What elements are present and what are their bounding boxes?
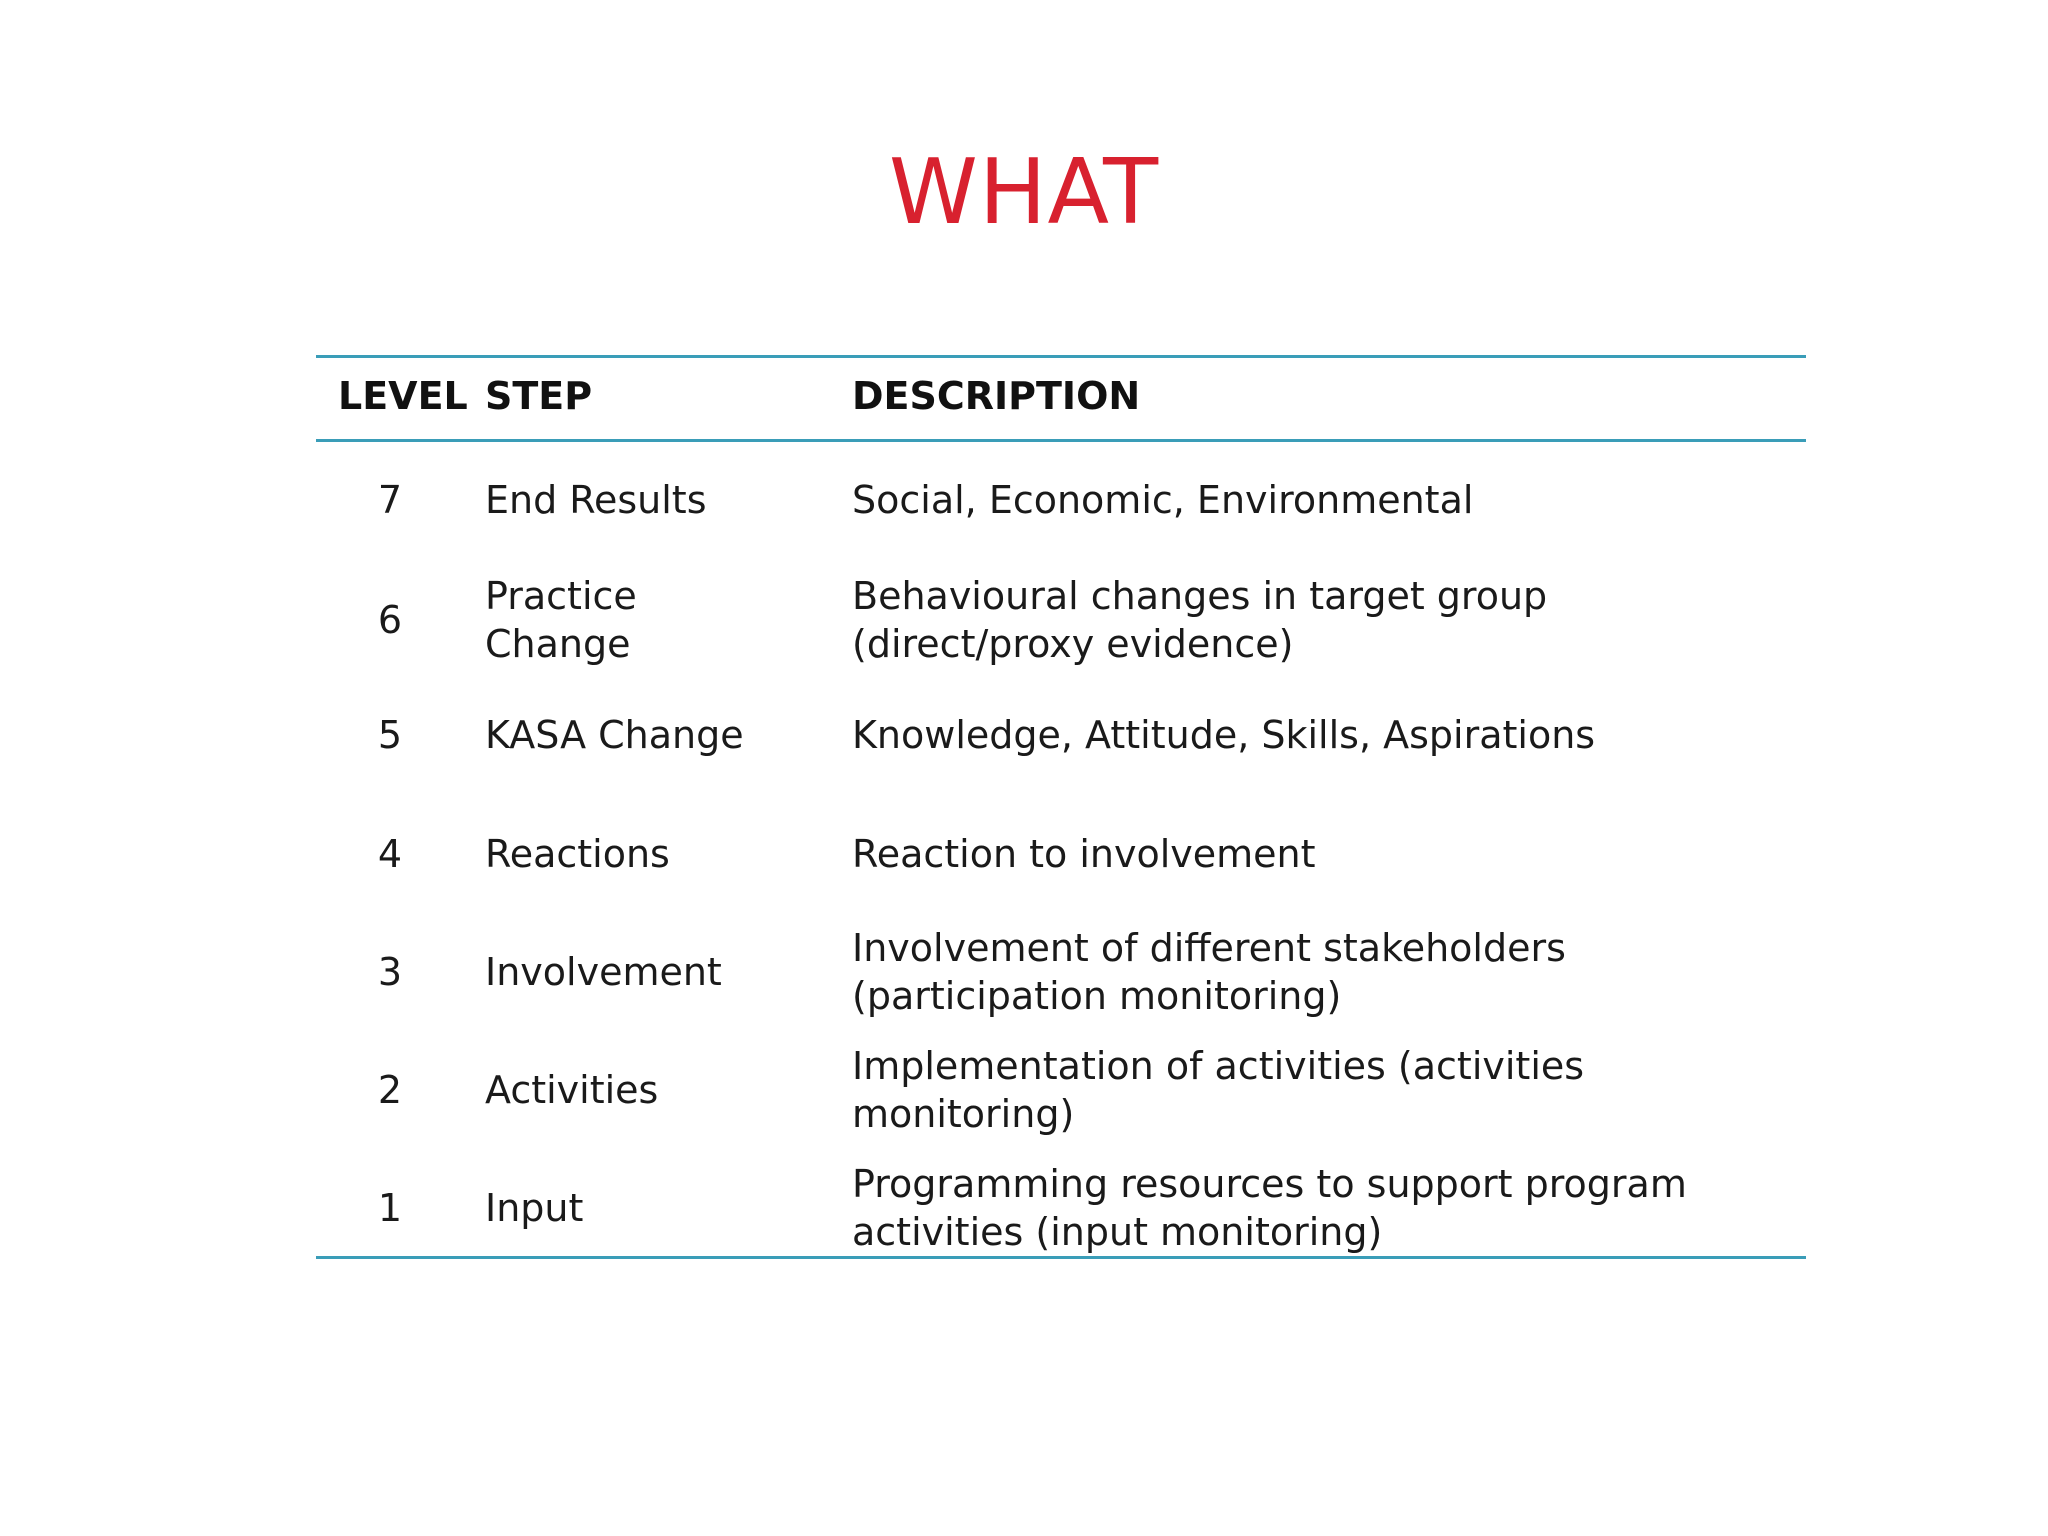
level-cell: 1 [377, 1186, 403, 1230]
header-description: DESCRIPTION [852, 374, 1141, 418]
description-cell: Reaction to involvement [852, 832, 1316, 876]
table-row [316, 705, 1806, 765]
step-cell: Involvement [485, 950, 722, 994]
slide-title: WHAT [888, 140, 1160, 245]
header-step: STEP [485, 374, 593, 418]
level-cell: 2 [377, 1068, 403, 1112]
header-divider-rule [316, 439, 1806, 442]
table-top-rule [316, 355, 1806, 358]
table-row [316, 1158, 1806, 1258]
table-row [316, 1040, 1806, 1140]
level-cell: 4 [377, 832, 403, 876]
step-cell: Reactions [485, 832, 670, 876]
description-cell: Social, Economic, Environmental [852, 478, 1474, 522]
header-level: LEVEL [338, 374, 468, 418]
step-cell: Activities [485, 1068, 659, 1112]
description-cell: Knowledge, Attitude, Skills, Aspirations [852, 713, 1596, 757]
table-row [316, 470, 1806, 530]
step-cell: KASA Change [485, 713, 744, 757]
step-cell: Input [485, 1186, 584, 1230]
table-bottom-rule [316, 1256, 1806, 1259]
level-cell: 3 [377, 950, 403, 994]
description-cell: Behavioural changes in target group (direct/proxy evidence) [852, 574, 1548, 666]
description-cell: Implementation of activities (activities monitoring) [852, 1044, 1585, 1136]
step-cell: End Results [485, 478, 707, 522]
step-cell: Practice Change [485, 574, 637, 666]
level-cell: 6 [377, 598, 403, 642]
table-row [316, 922, 1806, 1022]
table-row [316, 570, 1806, 670]
description-cell: Programming resources to support program activities (input monitoring) [852, 1162, 1687, 1254]
level-cell: 5 [377, 713, 403, 757]
level-cell: 7 [377, 478, 403, 522]
table-row [316, 824, 1806, 884]
description-cell: Involvement of different stakeholders (participation monitoring) [852, 926, 1566, 1018]
